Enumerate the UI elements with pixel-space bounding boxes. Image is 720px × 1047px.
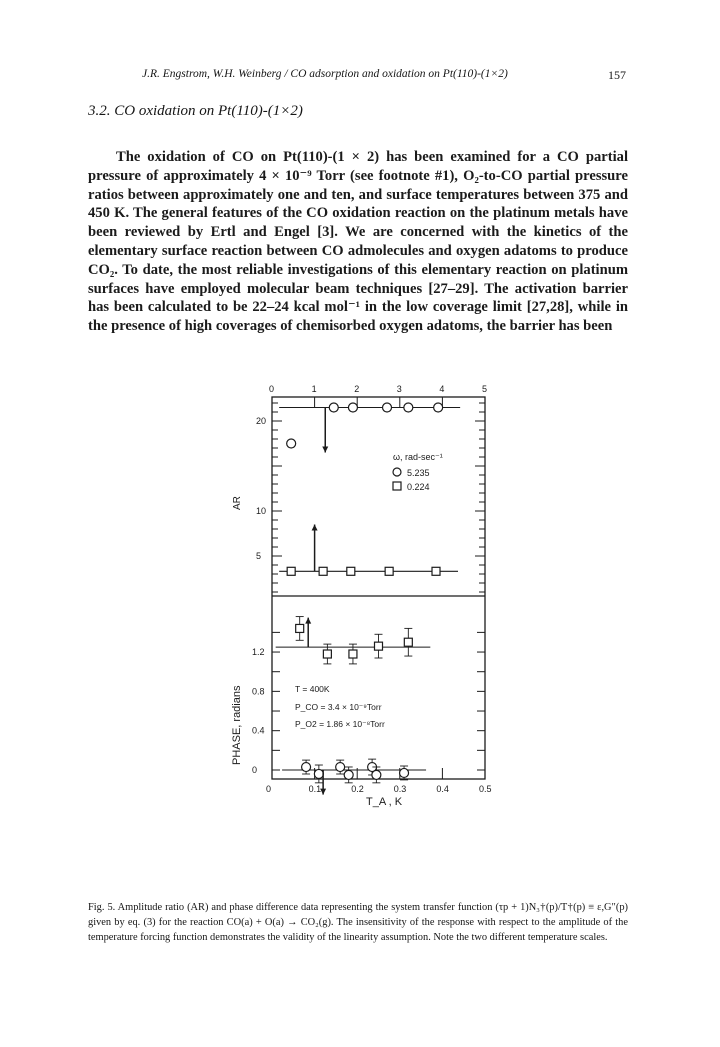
body-paragraph: The oxidation of CO on Pt(110)-(1 × 2) has been examined for a CO partial pressure of approximately 4 × 10⁻⁹ Torr (see footnote #1), O₂-to-CO partial pressure ratios between approximately one and ten, and surface temperatures between 375 and 450 K. The general features of the CO oxidation reaction on the platinum metals have been reviewed by Ertl and Engel [3]. We are concerned with the kinetics of the elementary surface reaction between CO admolecules and oxygen adatoms to produce CO₂. To date, the most reliable investigations of this elementary reaction on platinum surfaces have employed molecular beam techniques [27–29]. The activation barrier has been calculated to be 22–24 kcal mol⁻¹ in the low coverage limit [27,28], while in the presence of high coverages of chemisorbed oxygen adatoms, the barrier has been (88, 149, 628, 335)
ar-tick-label: 5 (256, 551, 262, 561)
square-marker (319, 567, 327, 575)
circle-marker (287, 439, 296, 448)
running-head: J.R. Engstrom, W.H. Weinberg / CO adsorption and oxidation on Pt(110)-(1×2) (142, 68, 508, 80)
ar-tick-label: 10 (256, 506, 267, 516)
phase-tick-label: 0.4 (252, 725, 265, 736)
ar-axis-label: AR (232, 496, 243, 510)
top-tick-label: 4 (439, 384, 445, 394)
square-marker (323, 650, 331, 658)
bottom-tick-label: 0.1 (308, 784, 322, 794)
phase-tick-label: 0 (252, 765, 258, 775)
arrow-head (305, 618, 311, 624)
square-marker (349, 650, 357, 658)
top-tick-label: 3 (396, 384, 402, 394)
x-axis-label: T_A , K (366, 796, 403, 808)
circle-marker (348, 403, 357, 412)
bottom-tick-label: 0.4 (436, 784, 449, 794)
circle-marker (400, 768, 409, 777)
legend-label-square: 0.224 (407, 482, 430, 492)
bottom-tick-label: 0 (266, 784, 272, 794)
bottom-tick-label: 0.2 (351, 784, 364, 794)
page-number: 157 (608, 68, 626, 82)
circle-marker (383, 403, 392, 412)
square-marker (385, 567, 393, 575)
circle-marker (336, 763, 345, 772)
legend-square-marker (393, 482, 401, 490)
annotation-co-pressure: P_CO = 3.4 × 10⁻⁹Torr (295, 702, 382, 712)
bottom-tick-label: 0.3 (393, 784, 407, 794)
legend-title: ω, rad-sec⁻¹ (393, 452, 443, 462)
arrow-head (312, 525, 318, 531)
square-marker (347, 567, 355, 575)
bottom-tick-label: 0.5 (479, 784, 492, 794)
circle-marker (372, 770, 381, 779)
annotation-o2-pressure: P_O2 = 1.86 × 10⁻⁸Torr (295, 719, 385, 729)
top-tick-label: 2 (354, 384, 360, 394)
legend-label-circle: 5.235 (407, 468, 430, 478)
circle-marker (314, 769, 323, 778)
ar-tick-label: 20 (256, 416, 267, 426)
figure-caption: Fig. 5. Amplitude ratio (AR) and phase difference data representing the system transfer function (τp + 1)N₃†(p)/T†(p) ≡ ε,G″(p) given by eq. (3) for the reaction CO(a) + O(a) → CO₂(g). The insensitivity of the response with respect to the amplitude of the temperature forcing function demonstrates the validity of the linearity assumption. Note the two different temperature scales. (88, 902, 628, 944)
square-marker (287, 567, 295, 575)
square-marker (375, 642, 383, 650)
square-marker (404, 638, 412, 646)
circle-marker (302, 763, 311, 772)
top-tick-label: 1 (311, 384, 317, 394)
phase-axis-label: PHASE, radians (231, 685, 243, 765)
arrow-head (322, 447, 328, 453)
top-tick-label: 5 (482, 384, 488, 394)
top-tick-label: 0 (269, 384, 275, 394)
left-axis-ticks (252, 403, 282, 775)
circle-marker (434, 403, 443, 412)
section-heading: 3.2. CO oxidation on Pt(110)-(1×2) (88, 103, 303, 119)
square-marker (432, 567, 440, 575)
circle-marker (329, 403, 338, 412)
phase-tick-label: 0.8 (252, 686, 265, 697)
phase-tick-label: 1.2 (252, 647, 265, 658)
circle-marker (344, 770, 353, 779)
annotation-temperature: T = 400K (295, 684, 330, 694)
circle-marker (404, 403, 413, 412)
square-marker (296, 624, 304, 632)
right-axis-ticks (475, 403, 485, 770)
legend-circle-marker (393, 468, 401, 476)
top-axis-ticks (269, 384, 487, 408)
